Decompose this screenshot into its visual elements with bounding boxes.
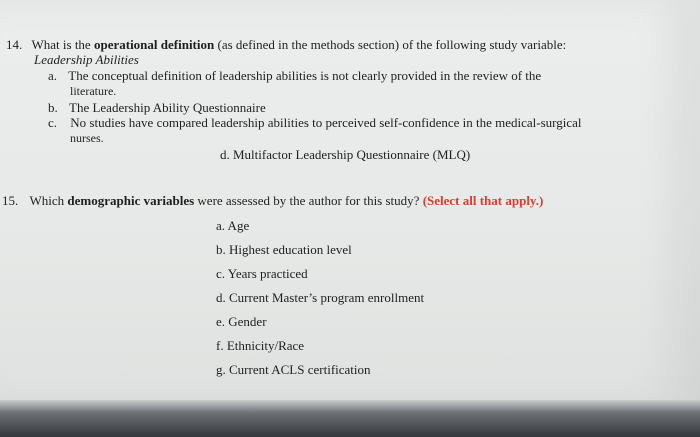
- question-14-option-c-continued: nurses.: [70, 131, 104, 145]
- option-letter: c.: [48, 115, 58, 130]
- question-15-option-c[interactable]: c. Years practiced: [216, 266, 308, 281]
- option-text: The Leadership Ability Questionnaire: [69, 100, 266, 115]
- question-14-option-a[interactable]: [48, 68, 541, 83]
- question-14-text-pre: What is the: [31, 37, 94, 52]
- question-15-option-e[interactable]: e. Gender: [216, 314, 267, 329]
- question-14-option-c[interactable]: [48, 115, 582, 130]
- option-letter: a.: [48, 68, 58, 83]
- question-15-number: 15.: [2, 193, 19, 208]
- question-15-option-d[interactable]: d. Current Master’s program enrollment: [216, 290, 425, 305]
- page-bottom-edge: [0, 400, 700, 437]
- option-text: No studies have compared leadership abilities to perceived self-confidence in the medical-surgical: [70, 115, 582, 130]
- question-15-text-pre: Which: [29, 193, 68, 208]
- question-15-prompt: [2, 193, 543, 208]
- question-15-option-b[interactable]: b. Highest education level: [216, 242, 352, 257]
- question-14-prompt: [6, 37, 566, 52]
- question-14-text-post: (as defined in the methods section) of the following study variable:: [214, 37, 567, 52]
- question-14-option-a-continued: literature.: [70, 84, 117, 98]
- question-14-number: 14.: [6, 37, 23, 52]
- question-14-option-b[interactable]: [48, 100, 266, 115]
- option-letter: b.: [48, 100, 58, 115]
- question-15-option-f[interactable]: f. Ethnicity/Race: [216, 338, 305, 353]
- question-15-option-a[interactable]: a. Age: [216, 218, 250, 233]
- question-15-text-bold: demographic variables: [67, 193, 195, 208]
- question-15-option-g[interactable]: g. Current ACLS certification: [216, 362, 371, 377]
- question-14-variable: Leadership Abilities: [34, 52, 139, 67]
- option-text: The conceptual definition of leadership abilities is not clearly provided in the review of the: [68, 68, 542, 83]
- select-all-instruction: (Select all that apply.): [422, 193, 544, 208]
- question-15-text-post: were assessed by the author for this study?: [194, 193, 423, 208]
- question-14-option-d[interactable]: d. Multifactor Leadership Questionnaire (MLQ): [220, 147, 471, 162]
- question-14-text-bold: operational definition: [93, 37, 215, 52]
